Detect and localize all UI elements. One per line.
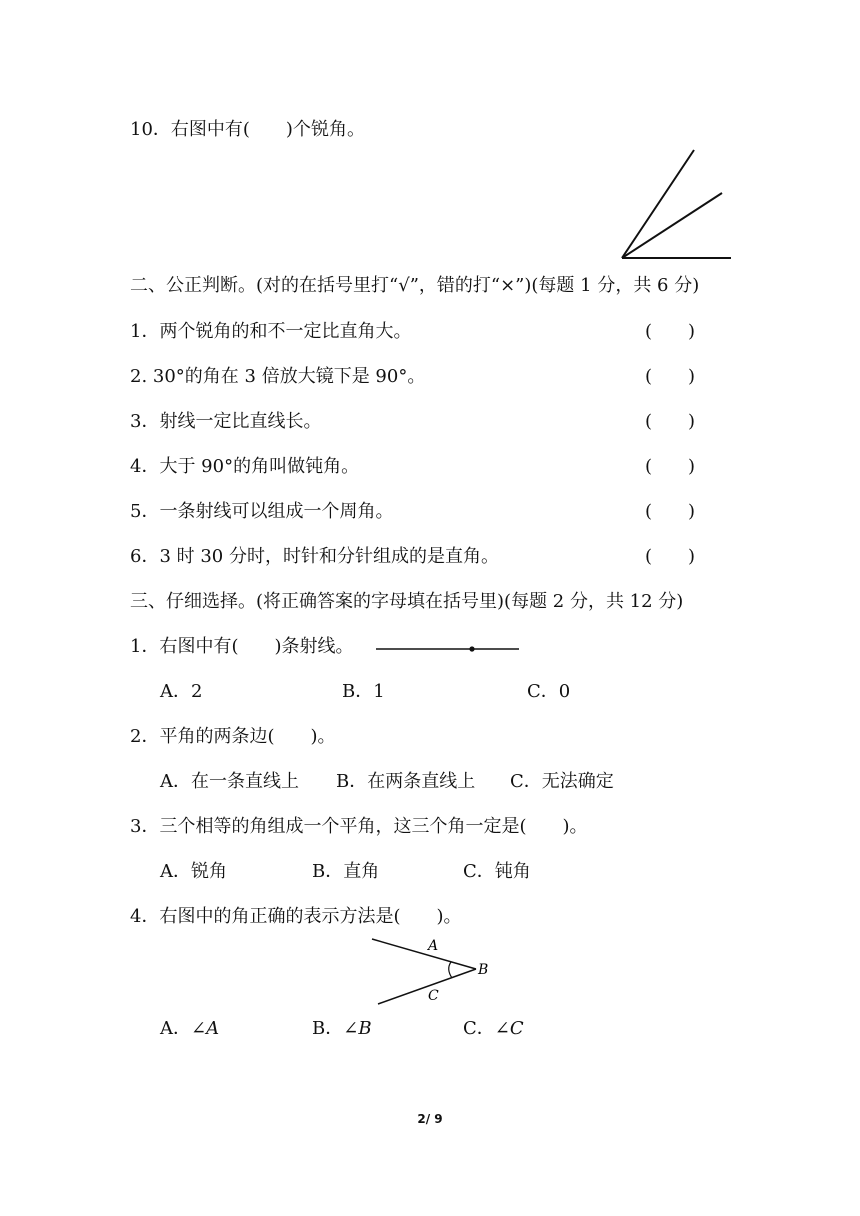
q4-option-c-prefix: C．	[463, 1018, 495, 1039]
q4-option-b-letter: B	[358, 1018, 372, 1039]
label-a: A	[428, 938, 439, 954]
q4-option-b[interactable]	[312, 1017, 372, 1041]
choice-question-3: 3．三个相等的角组成一个平角，这三个角一定是( )。	[130, 816, 588, 837]
q2-option-a[interactable]: A．在一条直线上	[160, 771, 299, 792]
q4-option-c-letter: C	[509, 1018, 524, 1039]
point-dot	[469, 646, 474, 651]
q4-option-b-prefix: B．	[312, 1018, 344, 1039]
q4-option-a-prefix: A．	[160, 1018, 191, 1039]
answer-blank-6[interactable]: ( )	[645, 546, 696, 567]
ray-ba	[372, 939, 476, 969]
ray-bc	[378, 969, 476, 1004]
judge-item-4: 4．大于 90°的角叫做钝角。	[130, 456, 360, 477]
judge-item-1: 1．两个锐角的和不一定比直角大。	[130, 321, 412, 342]
q1-option-b[interactable]: B．1	[342, 681, 385, 702]
section-2-heading: 二、公正判断。(对的在括号里打“√”，错的打“×”)(每题 1 分，共 6 分)	[130, 275, 700, 296]
choice-question-1: 1．右图中有( )条射线。	[130, 636, 354, 657]
judge-item-5: 5．一条射线可以组成一个周角。	[130, 501, 394, 522]
angle-arc	[449, 962, 452, 978]
answer-blank-2[interactable]: ( )	[645, 366, 696, 387]
answer-blank-3[interactable]: ( )	[645, 411, 696, 432]
q4-option-a-letter: A	[206, 1018, 220, 1039]
choice-question-2: 2．平角的两条边( )。	[130, 726, 336, 747]
q2-option-b[interactable]: B．在两条直线上	[336, 771, 476, 792]
judge-item-2: 2. 30°的角在 3 倍放大镜下是 90°。	[130, 366, 426, 387]
choice-question-4: 4．右图中的角正确的表示方法是( )。	[130, 906, 462, 927]
angle-symbol: ∠	[343, 1018, 359, 1039]
q3-option-b[interactable]: B．直角	[312, 861, 380, 882]
label-b: B	[478, 962, 489, 978]
line-with-point-figure	[375, 642, 521, 656]
answer-blank-4[interactable]: ( )	[645, 456, 696, 477]
judge-item-3: 3．射线一定比直线长。	[130, 411, 322, 432]
ray-middle	[622, 193, 722, 258]
q2-option-c[interactable]: C．无法确定	[510, 771, 614, 792]
ray-top	[622, 150, 694, 258]
q3-option-c[interactable]: C．钝角	[463, 861, 531, 882]
label-c: C	[428, 988, 439, 1004]
angle-abc-figure	[365, 935, 500, 1010]
q3-option-a[interactable]: A．锐角	[160, 861, 227, 882]
q1-option-a[interactable]: A．2	[160, 681, 203, 702]
angle-symbol: ∠	[494, 1018, 510, 1039]
question-10: 10．右图中有( )个锐角。	[130, 119, 365, 140]
q1-option-c[interactable]: C．0	[527, 681, 571, 702]
page-number: 2/ 9	[417, 1112, 443, 1126]
answer-blank-5[interactable]: ( )	[645, 501, 696, 522]
section-3-heading: 三、仔细选择。(将正确答案的字母填在括号里)(每题 2 分，共 12 分)	[130, 591, 684, 612]
answer-blank-1[interactable]: ( )	[645, 321, 696, 342]
acute-angles-figure	[615, 145, 740, 265]
q4-option-a[interactable]	[160, 1017, 219, 1041]
judge-item-6: 6．3 时 30 分时，时针和分针组成的是直角。	[130, 546, 499, 567]
angle-symbol: ∠	[191, 1018, 207, 1039]
q4-option-c[interactable]	[463, 1017, 524, 1041]
